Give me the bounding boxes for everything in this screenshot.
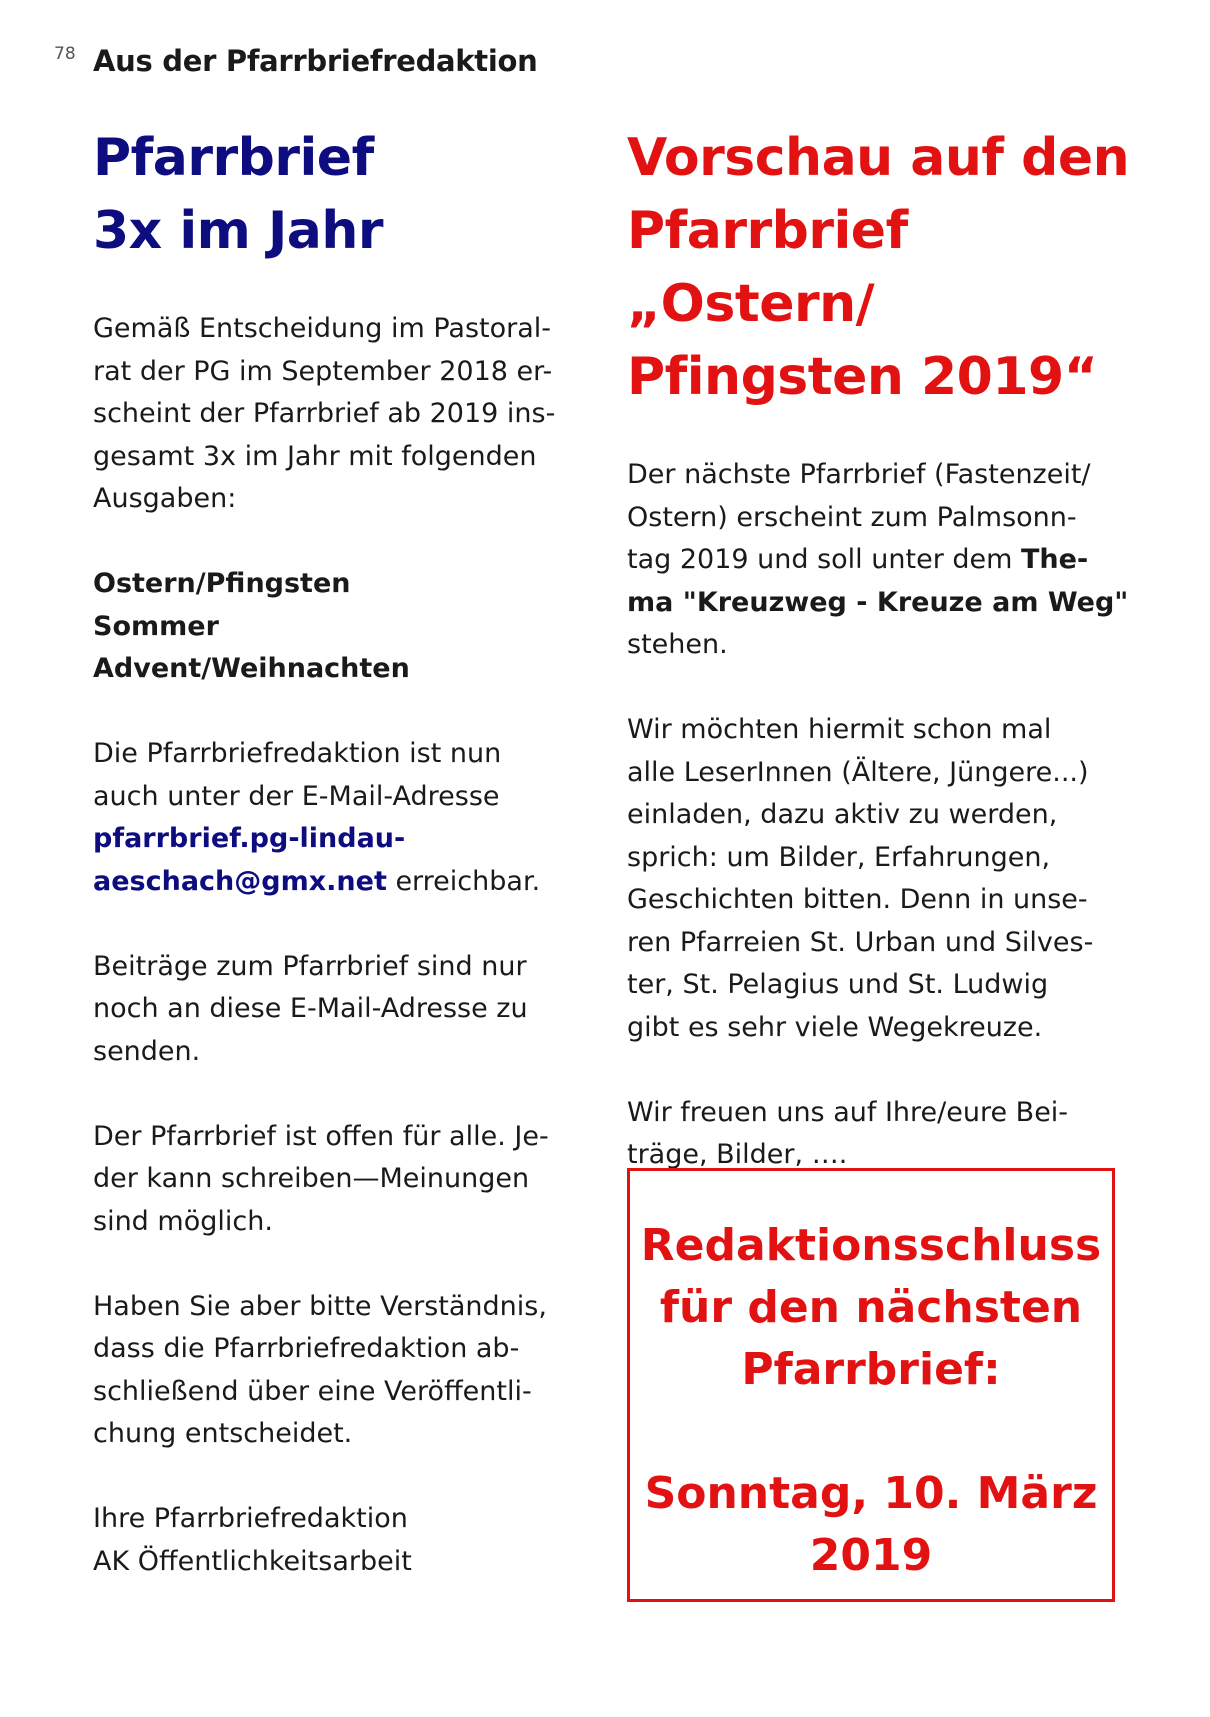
section-title: Aus der Pfarrbriefredaktion	[93, 44, 538, 78]
text-line: Wir möchten hiermit schon mal	[627, 714, 1052, 745]
text-line: stehen.	[627, 629, 728, 660]
issue-item: Ostern/Pfingsten	[93, 568, 351, 599]
text-line: alle LeserInnen (Ältere, Jüngere...)	[627, 756, 1089, 788]
right-column	[627, 122, 1147, 1177]
theme-text: ma "Kreuzweg - Kreuze am Weg"	[627, 586, 1129, 618]
signature	[93, 1498, 583, 1583]
email-link-part[interactable]: aeschach@gmx.net	[93, 865, 387, 897]
text-line: schließend über eine Veröffentli-	[93, 1375, 532, 1407]
text-line: noch an diese E-Mail-Adresse zu	[93, 993, 528, 1024]
invitation-paragraph	[627, 709, 1147, 1049]
headline-line: Pfarrbrief „Ostern/	[627, 201, 908, 334]
text-line: der kann schreiben—Meinungen	[93, 1163, 530, 1194]
deadline-box	[627, 1168, 1115, 1602]
contributions-paragraph	[93, 946, 583, 1074]
text-line: Beiträge zum Pfarrbrief sind nur	[93, 950, 527, 982]
left-headline	[93, 122, 583, 268]
deadline-date-line: Sonntag, 10. März	[644, 1468, 1098, 1519]
open-paragraph	[93, 1116, 583, 1244]
issue-item: Advent/Weihnachten	[93, 653, 410, 684]
intro-paragraph	[93, 308, 583, 521]
text-line: Wir freuen uns auf Ihre/eure Bei-	[627, 1096, 1069, 1128]
email-link-part[interactable]: pfarrbrief.pg-lindau-	[93, 823, 406, 854]
text-line: ter, St. Pelagius und St. Ludwig	[627, 969, 1049, 1000]
text-line	[627, 539, 1147, 582]
deadline-heading-line: für den nächsten	[659, 1282, 1083, 1333]
theme-text: The-	[1021, 544, 1089, 575]
text-line: ren Pfarreien St. Urban und Silves-	[627, 926, 1094, 958]
text-line: senden.	[93, 1035, 201, 1067]
text-line: auch unter der E-Mail-Adresse	[93, 780, 500, 812]
text-fragment: tag 2019 und soll unter dem	[627, 544, 1022, 575]
text-line: sprich: um Bilder, Erfahrungen,	[627, 841, 1051, 873]
text-line: sind möglich.	[93, 1205, 273, 1237]
text-line: Gemäß Entscheidung im Pastoral-	[93, 313, 552, 344]
text-line: Ihre Pfarrbriefredaktion	[93, 1503, 408, 1534]
text-line: Die Pfarrbriefredaktion ist nun	[93, 738, 502, 769]
headline-line: Pfingsten 2019“	[627, 347, 1098, 407]
understanding-paragraph	[93, 1286, 583, 1456]
text-line: Ausgaben:	[93, 483, 237, 514]
text-line: chung entscheidet.	[93, 1418, 353, 1449]
text-line: gesamt 3x im Jahr mit folgenden	[93, 440, 537, 472]
text-line: Haben Sie aber bitte Verständnis,	[93, 1290, 547, 1322]
next-issue-paragraph	[627, 454, 1147, 667]
text-line: Geschichten bitten. Denn in unse-	[627, 884, 1088, 915]
deadline-heading-line: Pfarrbrief:	[741, 1344, 1001, 1395]
text-line: träge, Bilder, ….	[627, 1139, 848, 1170]
text-line	[93, 861, 583, 904]
deadline-heading-line: Redaktionsschluss	[640, 1220, 1102, 1271]
text-line: einladen, dazu aktiv zu werden,	[627, 799, 1058, 830]
contact-paragraph	[93, 733, 583, 903]
issues-list	[93, 563, 583, 691]
issue-item: Sommer	[93, 610, 219, 642]
headline-line: Pfarrbrief	[93, 128, 374, 188]
text-line: gibt es sehr viele Wegekreuze.	[627, 1011, 1043, 1043]
page-number: 78	[54, 44, 76, 64]
text-line: Der nächste Pfarrbrief (Fastenzeit/	[627, 459, 1091, 490]
text-line: Der Pfarrbrief ist offen für alle. Je-	[93, 1120, 549, 1152]
text-line: scheint der Pfarrbrief ab 2019 ins-	[93, 398, 556, 429]
text-line: Ostern) erscheint zum Palmsonn-	[627, 501, 1077, 533]
text-line: dass die Pfarrbriefredaktion ab-	[93, 1333, 520, 1364]
headline-line: 3x im Jahr	[93, 201, 384, 261]
deadline-date-line: 2019	[809, 1530, 933, 1581]
left-column	[93, 122, 583, 1583]
text-line: rat der PG im September 2018 er-	[93, 355, 553, 387]
headline-line: Vorschau auf den	[627, 128, 1130, 188]
text-fragment: erreichbar.	[386, 865, 541, 897]
text-line: AK Öffentlichkeitsarbeit	[93, 1545, 412, 1577]
right-headline	[627, 122, 1147, 414]
closing-paragraph	[627, 1092, 1147, 1177]
